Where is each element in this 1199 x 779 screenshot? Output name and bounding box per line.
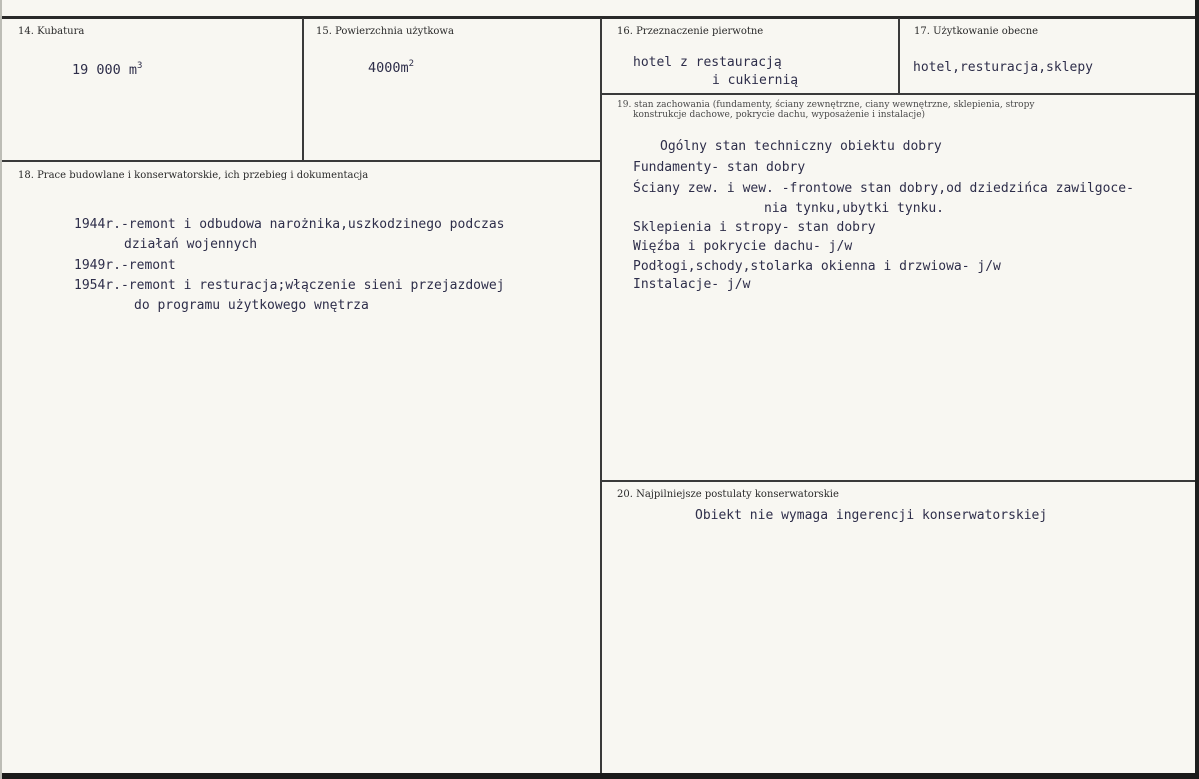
field-16-label: 16. Przeznaczenie pierwotne (617, 26, 764, 37)
field-19-line-5: Sklepienia i stropy- stan dobry (633, 220, 876, 235)
field-20-label: 20. Najpilniejsze postulaty konserwatorskie (617, 489, 839, 500)
divider-16-17 (898, 18, 900, 94)
divider-row1-left (2, 160, 600, 162)
field-18-line-5: do programu użytkowego wnętrza (134, 298, 369, 313)
field-14-label: 14. Kubatura (18, 26, 85, 37)
field-18-line-2: działań wojennych (124, 237, 258, 252)
field-15-number: 4000m (368, 60, 409, 76)
field-15-value (368, 58, 414, 78)
field-18-label: 18. Prace budowlane i konserwatorskie, ich przebieg i dokumentacja (18, 170, 369, 181)
field-18-line-1: 1944r.-remont i odbudowa narożnika,uszkodzinego podczas (74, 217, 505, 232)
field-15-label: 15. Powierzchnia użytkowa (316, 26, 454, 37)
field-17-value: hotel,resturacja,sklepy (913, 60, 1094, 75)
field-19-line-8: Instalacje- j/w (633, 277, 751, 292)
divider-14-15 (302, 18, 304, 161)
field-19-line-2: Fundamenty- stan dobry (633, 160, 806, 175)
field-18-line-4: 1954r.-remont i resturacja;włączenie sieni przejazdowej (74, 278, 505, 293)
field-14-number: 19 000 m (72, 62, 138, 78)
field-17-label: 17. Użytkowanie obecne (914, 26, 1039, 37)
field-19-line-7: Podłogi,schody,stolarka okienna i drzwiowa- j/w (633, 259, 1001, 274)
divider-center (600, 18, 602, 773)
field-19-line-6: Więźba i pokrycie dachu- j/w (633, 239, 853, 254)
field-20-value: Obiekt nie wymaga ingerencji konserwatorskiej (695, 508, 1048, 523)
field-19-label-line1: 19. stan zachowania (fundamenty, ściany zewnętrzne, ciany wewnętrzne, sklepienia, stropy (617, 100, 1035, 110)
field-16-value-line1: hotel z restauracją (633, 55, 782, 70)
field-18-line-3: 1949r.-remont (74, 258, 176, 273)
field-19-line-4: nia tynku,ubytki tynku. (764, 201, 945, 216)
field-15-unit-exponent: 2 (408, 59, 415, 69)
field-19-line-3: Ściany zew. i wew. -frontowe stan dobry,od dziedzińca zawilgoce- (633, 181, 1134, 196)
divider-19-20 (602, 480, 1195, 482)
divider-row1-right (602, 93, 1195, 95)
card-left-border (0, 0, 2, 779)
field-14-unit-exponent: 3 (137, 61, 143, 71)
field-19-line-1: Ogólny stan techniczny obiektu dobry (660, 139, 942, 154)
field-16-value-line2: i cukiernią (712, 73, 799, 88)
field-19-label-line2: konstrukcje dachowe, pokrycie dachu, wyposażenie i instalacje) (633, 110, 926, 120)
field-14-value (72, 60, 142, 80)
card-bottom-border (0, 773, 1199, 779)
card-right-border (1195, 0, 1199, 779)
